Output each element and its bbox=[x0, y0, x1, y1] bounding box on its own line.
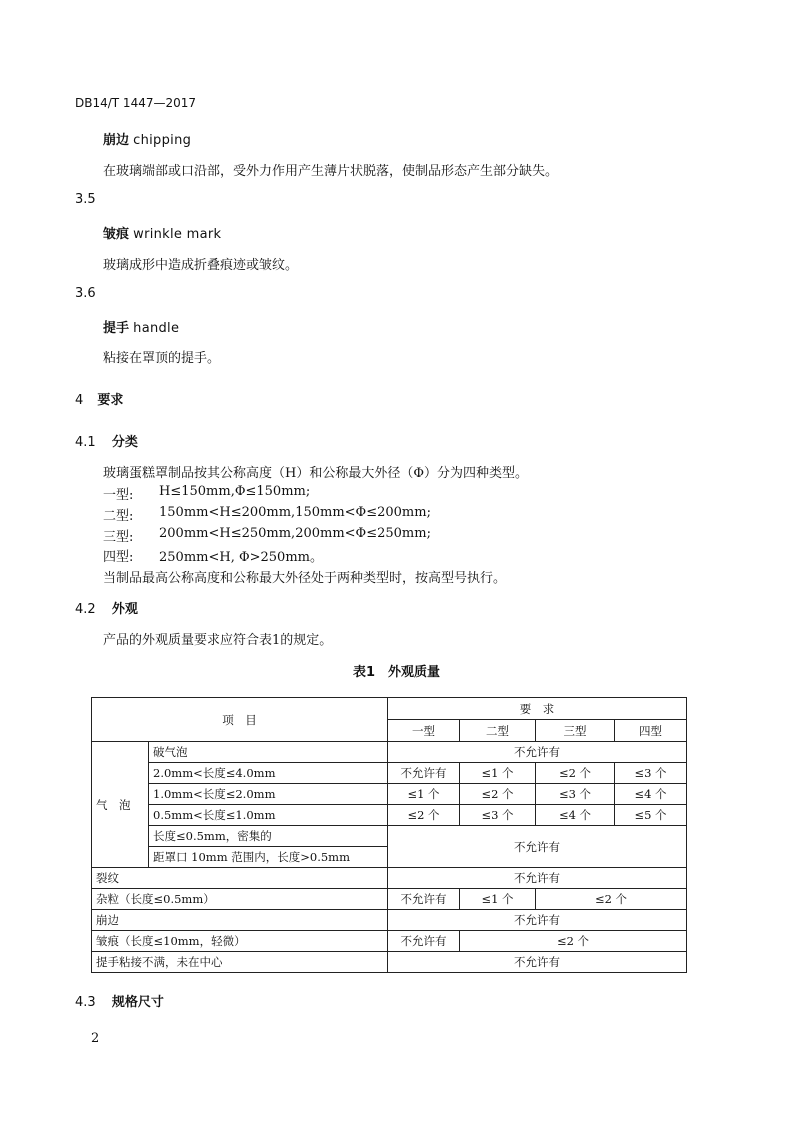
page-number: 2 bbox=[91, 1031, 100, 1046]
row-item: 距罩口 10mm 范围内，长度>0.5mm bbox=[149, 847, 388, 868]
section-title: 要求 bbox=[97, 393, 124, 408]
row-requirement: 不允许有 bbox=[388, 910, 687, 931]
section-number: 4.1 bbox=[75, 435, 96, 450]
section-number: 4 bbox=[75, 393, 84, 408]
row-requirement: 不允许有 bbox=[388, 742, 687, 763]
row-value: ≤3 个 bbox=[536, 784, 615, 805]
bubble-group-label: 气 泡 bbox=[92, 742, 149, 868]
term-heading bbox=[103, 129, 191, 148]
row-value: ≤1 个 bbox=[460, 763, 536, 784]
row-item: 皱痕（长度≤10mm，轻微） bbox=[92, 931, 388, 952]
section-heading bbox=[75, 431, 138, 450]
header-type: 四型 bbox=[615, 720, 687, 742]
table-row bbox=[92, 952, 687, 973]
type-label: 一型: bbox=[103, 488, 134, 503]
header-type: 三型 bbox=[536, 720, 615, 742]
type-line bbox=[103, 505, 431, 524]
row-requirement: 不允许有 bbox=[388, 826, 687, 868]
section-heading bbox=[75, 991, 164, 1010]
table-caption: 表1 外观质量 bbox=[352, 665, 441, 680]
header-type: 一型 bbox=[388, 720, 460, 742]
table-row bbox=[92, 931, 687, 952]
section-title: 分类 bbox=[111, 435, 138, 450]
type-spec: 200mm<H≤250mm,200mm<Φ≤250mm; bbox=[159, 526, 431, 541]
row-item: 提手粘接不满，未在中心 bbox=[92, 952, 388, 973]
clause-number: 3.6 bbox=[75, 286, 96, 301]
type-label: 四型: bbox=[103, 550, 134, 565]
row-item: 杂粒（长度≤0.5mm） bbox=[92, 889, 388, 910]
row-value: 不允许有 bbox=[388, 889, 460, 910]
row-value: ≤3 个 bbox=[460, 805, 536, 826]
section-number: 4.2 bbox=[75, 602, 96, 617]
paragraph: 玻璃蛋糕罩制品按其公称高度（H）和公称最大外径（Φ）分为四种类型。 bbox=[103, 466, 528, 481]
type-spec: 250mm<H, Φ>250mm。 bbox=[159, 550, 323, 565]
row-value: ≤2 个 bbox=[536, 763, 615, 784]
row-value: ≤4 个 bbox=[536, 805, 615, 826]
type-line bbox=[103, 484, 311, 503]
table-row bbox=[92, 868, 687, 889]
row-item: 1.0mm<长度≤2.0mm bbox=[149, 784, 388, 805]
row-value: ≤4 个 bbox=[615, 784, 687, 805]
term-english: handle bbox=[133, 321, 180, 336]
type-line bbox=[103, 546, 323, 565]
term-english: chipping bbox=[133, 133, 192, 148]
row-item: 崩边 bbox=[92, 910, 388, 931]
type-spec: 150mm<H≤200mm,150mm<Φ≤200mm; bbox=[159, 505, 431, 520]
document-code: DB14/T 1447—2017 bbox=[75, 96, 197, 110]
table-row bbox=[92, 805, 687, 826]
term-heading bbox=[103, 317, 179, 336]
term-english: wrinkle mark bbox=[133, 227, 222, 242]
table-row bbox=[92, 910, 687, 931]
table-row bbox=[92, 763, 687, 784]
paragraph: 产品的外观质量要求应符合表1的规定。 bbox=[103, 633, 333, 648]
table-header-row bbox=[92, 698, 687, 720]
row-value: 不允许有 bbox=[388, 931, 460, 952]
row-value: ≤3 个 bbox=[615, 763, 687, 784]
row-item: 破气泡 bbox=[149, 742, 388, 763]
section-heading bbox=[75, 389, 123, 408]
table-row bbox=[92, 889, 687, 910]
row-item: 长度≤0.5mm，密集的 bbox=[149, 826, 388, 847]
term-chinese: 皱痕 bbox=[103, 227, 130, 242]
term-chinese: 崩边 bbox=[103, 133, 130, 148]
row-value: ≤2 个 bbox=[460, 784, 536, 805]
row-item: 裂纹 bbox=[92, 868, 388, 889]
section-title: 外观 bbox=[111, 602, 138, 617]
row-value: ≤2 个 bbox=[536, 889, 687, 910]
row-item: 0.5mm<长度≤1.0mm bbox=[149, 805, 388, 826]
term-definition: 在玻璃端部或口沿部，受外力作用产生薄片状脱落，使制品形态产生部分缺失。 bbox=[103, 164, 559, 179]
row-value: ≤2 个 bbox=[460, 931, 687, 952]
type-spec: H≤150mm,Φ≤150mm; bbox=[159, 484, 311, 499]
row-value: ≤1 个 bbox=[388, 784, 460, 805]
table-row bbox=[92, 826, 687, 847]
row-value: ≤5 个 bbox=[615, 805, 687, 826]
term-heading bbox=[103, 223, 221, 242]
term-definition: 粘接在罩顶的提手。 bbox=[103, 351, 221, 366]
type-label: 三型: bbox=[103, 530, 134, 545]
header-requirement: 要 求 bbox=[388, 698, 687, 720]
section-number: 4.3 bbox=[75, 995, 96, 1010]
row-value: 不允许有 bbox=[388, 763, 460, 784]
row-value: ≤1 个 bbox=[460, 889, 536, 910]
term-chinese: 提手 bbox=[103, 321, 130, 336]
table-row bbox=[92, 742, 687, 763]
row-requirement: 不允许有 bbox=[388, 952, 687, 973]
header-item: 项 目 bbox=[92, 698, 388, 742]
type-label: 二型: bbox=[103, 509, 134, 524]
header-type: 二型 bbox=[460, 720, 536, 742]
appearance-quality-table bbox=[91, 697, 687, 973]
section-title: 规格尺寸 bbox=[111, 995, 164, 1010]
row-value: ≤2 个 bbox=[388, 805, 460, 826]
row-item: 2.0mm<长度≤4.0mm bbox=[149, 763, 388, 784]
row-requirement: 不允许有 bbox=[388, 868, 687, 889]
clause-number: 3.5 bbox=[75, 192, 96, 207]
section-heading bbox=[75, 598, 138, 617]
type-line bbox=[103, 526, 431, 545]
table-row bbox=[92, 784, 687, 805]
term-definition: 玻璃成形中造成折叠痕迹或皱纹。 bbox=[103, 258, 299, 273]
paragraph: 当制品最高公称高度和公称最大外径处于两种类型时，按高型号执行。 bbox=[103, 571, 507, 586]
